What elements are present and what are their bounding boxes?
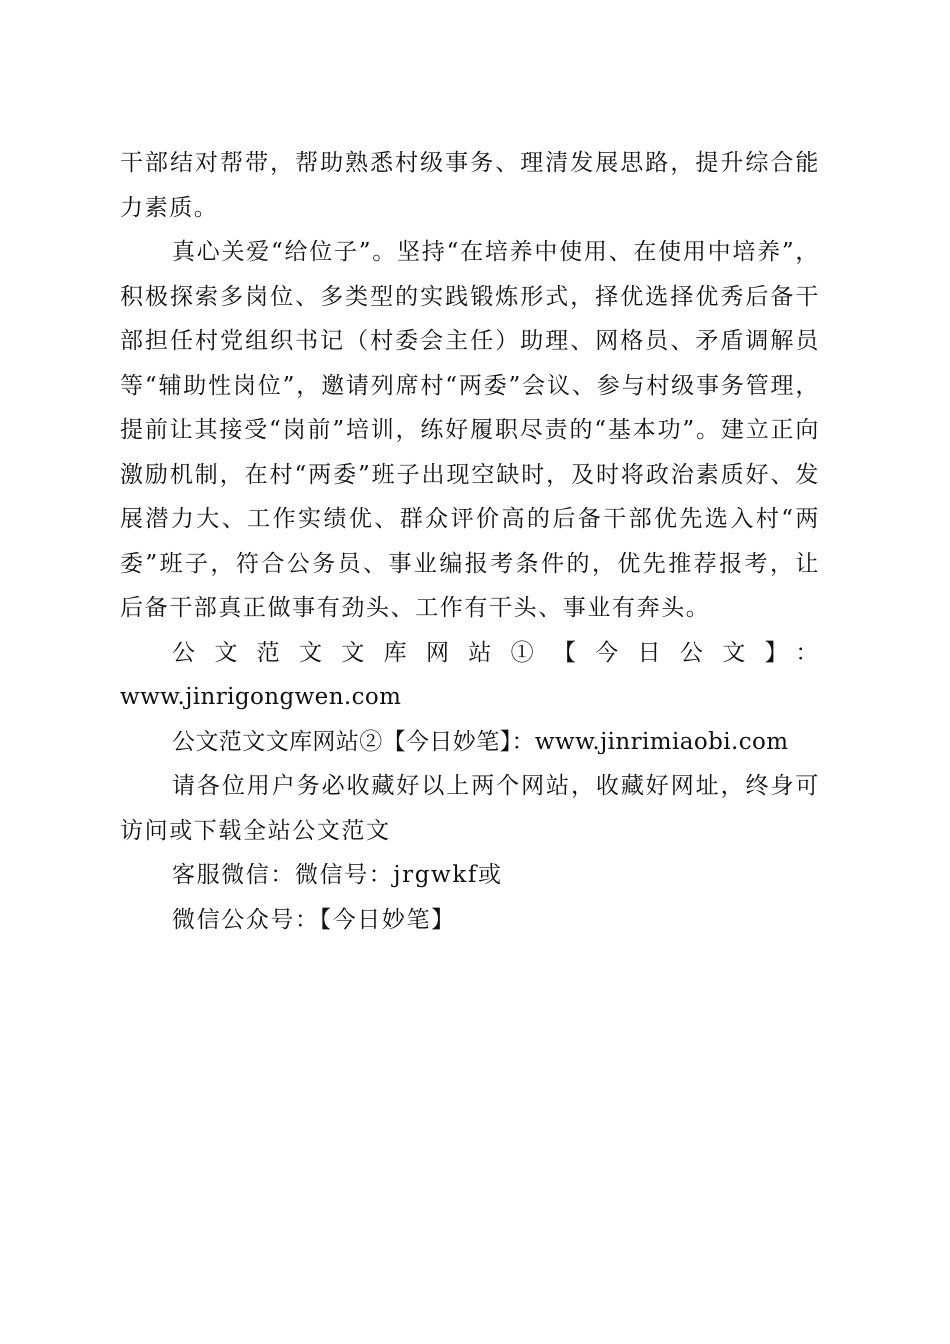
bookmark-notice: 请各位用户务必收藏好以上两个网站，收藏好网址，终身可访问或下载全站公文范文 bbox=[120, 773, 820, 844]
paragraph-continuation: 干部结对帮带，帮助熟悉村级事务、理清发展思路，提升综合能力素质。 bbox=[120, 150, 820, 221]
paragraph-care-positions: 真心关爱“给位子”。坚持“在培养中使用、在使用中培养”，积极探索多岗位、多类型的实践锻炼形式，择优选择优秀后备干部担任村党组织书记（村委会主任）助理、网格员、矛盾调解员等“辅助性岗位”，邀请列席村“两委”会议、参与村级事务管理，提前让其接受“岗前”培训，练好履职尽责的“基本功”。建立正向激励机制，在村“两委”班子出现空缺时，及时将政治素质好、发展潜力大、工作实绩优、群众评价高的后备干部优先选入村“两委”班子，符合公务员、事业编报考条件的，优先推荐报考，让后备干部真正做事有劲头、工作有干头、事业有奔头。 bbox=[120, 239, 820, 621]
site1-label: 公文范文文库网站①【今日公文】： bbox=[172, 639, 820, 666]
wechat-service: 客服微信：微信号：jrgwkf或 bbox=[172, 862, 503, 888]
document-body bbox=[120, 141, 820, 942]
site2-line: 公文范文文库网站②【今日妙笔】：www.jinrimiaobi.com bbox=[172, 728, 789, 755]
site1-url: www.jinrigongwen.com bbox=[120, 684, 402, 710]
wechat-official-account: 微信公众号：【今日妙笔】 bbox=[172, 906, 456, 933]
